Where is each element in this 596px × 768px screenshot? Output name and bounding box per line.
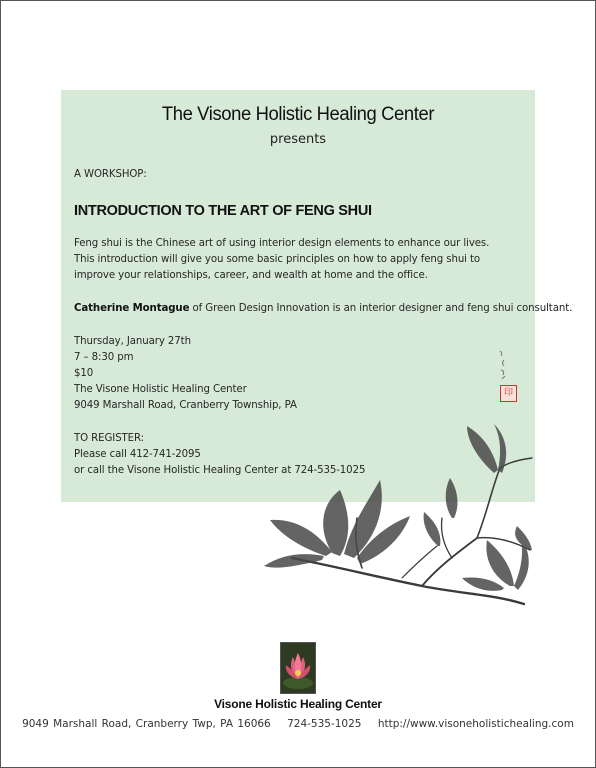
description-line-2: This introduction will give you some basic principles on how to apply feng shui to xyxy=(74,254,481,265)
description-line-1: Feng shui is the Chinese art of using interior design elements to enhance our lives. xyxy=(74,238,490,249)
footer-website-link[interactable]: http://www.visoneholistichealing.com xyxy=(377,718,574,730)
event-time: 7 – 8:30 pm xyxy=(74,352,134,363)
register-line-2: or call the Visone Holistic Healing Center at 724-535-1025 xyxy=(74,465,366,476)
page-title: The Visone Holistic Healing Center xyxy=(161,104,435,125)
lotus-flower-icon xyxy=(281,643,315,693)
lotus-logo-image xyxy=(280,642,316,694)
workshop-label: A WORKSHOP: xyxy=(74,169,147,180)
presenter-name: Catherine Montague xyxy=(74,303,190,314)
event-price: $10 xyxy=(74,368,94,379)
event-address: 9049 Marshall Road, Cranberry Township, PA xyxy=(74,400,297,411)
presenter-line xyxy=(74,303,572,314)
footer-contact-line xyxy=(0,718,596,730)
footer-phone: 724-535-1025 xyxy=(287,718,362,730)
event-venue: The Visone Holistic Healing Center xyxy=(74,384,247,395)
register-line-1: Please call 412-741-2095 xyxy=(74,449,201,460)
workshop-title: INTRODUCTION TO THE ART OF FENG SHUI xyxy=(74,203,372,219)
calligraphy-icon xyxy=(496,348,510,382)
magnolia-branch-illustration xyxy=(262,418,537,608)
presents-text: presents xyxy=(269,132,327,147)
register-heading: TO REGISTER: xyxy=(74,433,145,444)
footer-address: 9049 Marshall Road, Cranberry Twp, PA 16066 xyxy=(22,718,271,730)
presenter-description: of Green Design Innovation is an interior designer and feng shui consultant. xyxy=(189,303,573,314)
seal-stamp-icon: 印 xyxy=(500,385,517,402)
description-line-3: improve your relationships, career, and wealth at home and the office. xyxy=(74,270,428,281)
footer-center-name: Visone Holistic Healing Center xyxy=(214,697,382,711)
event-date: Thursday, January 27th xyxy=(74,336,191,347)
